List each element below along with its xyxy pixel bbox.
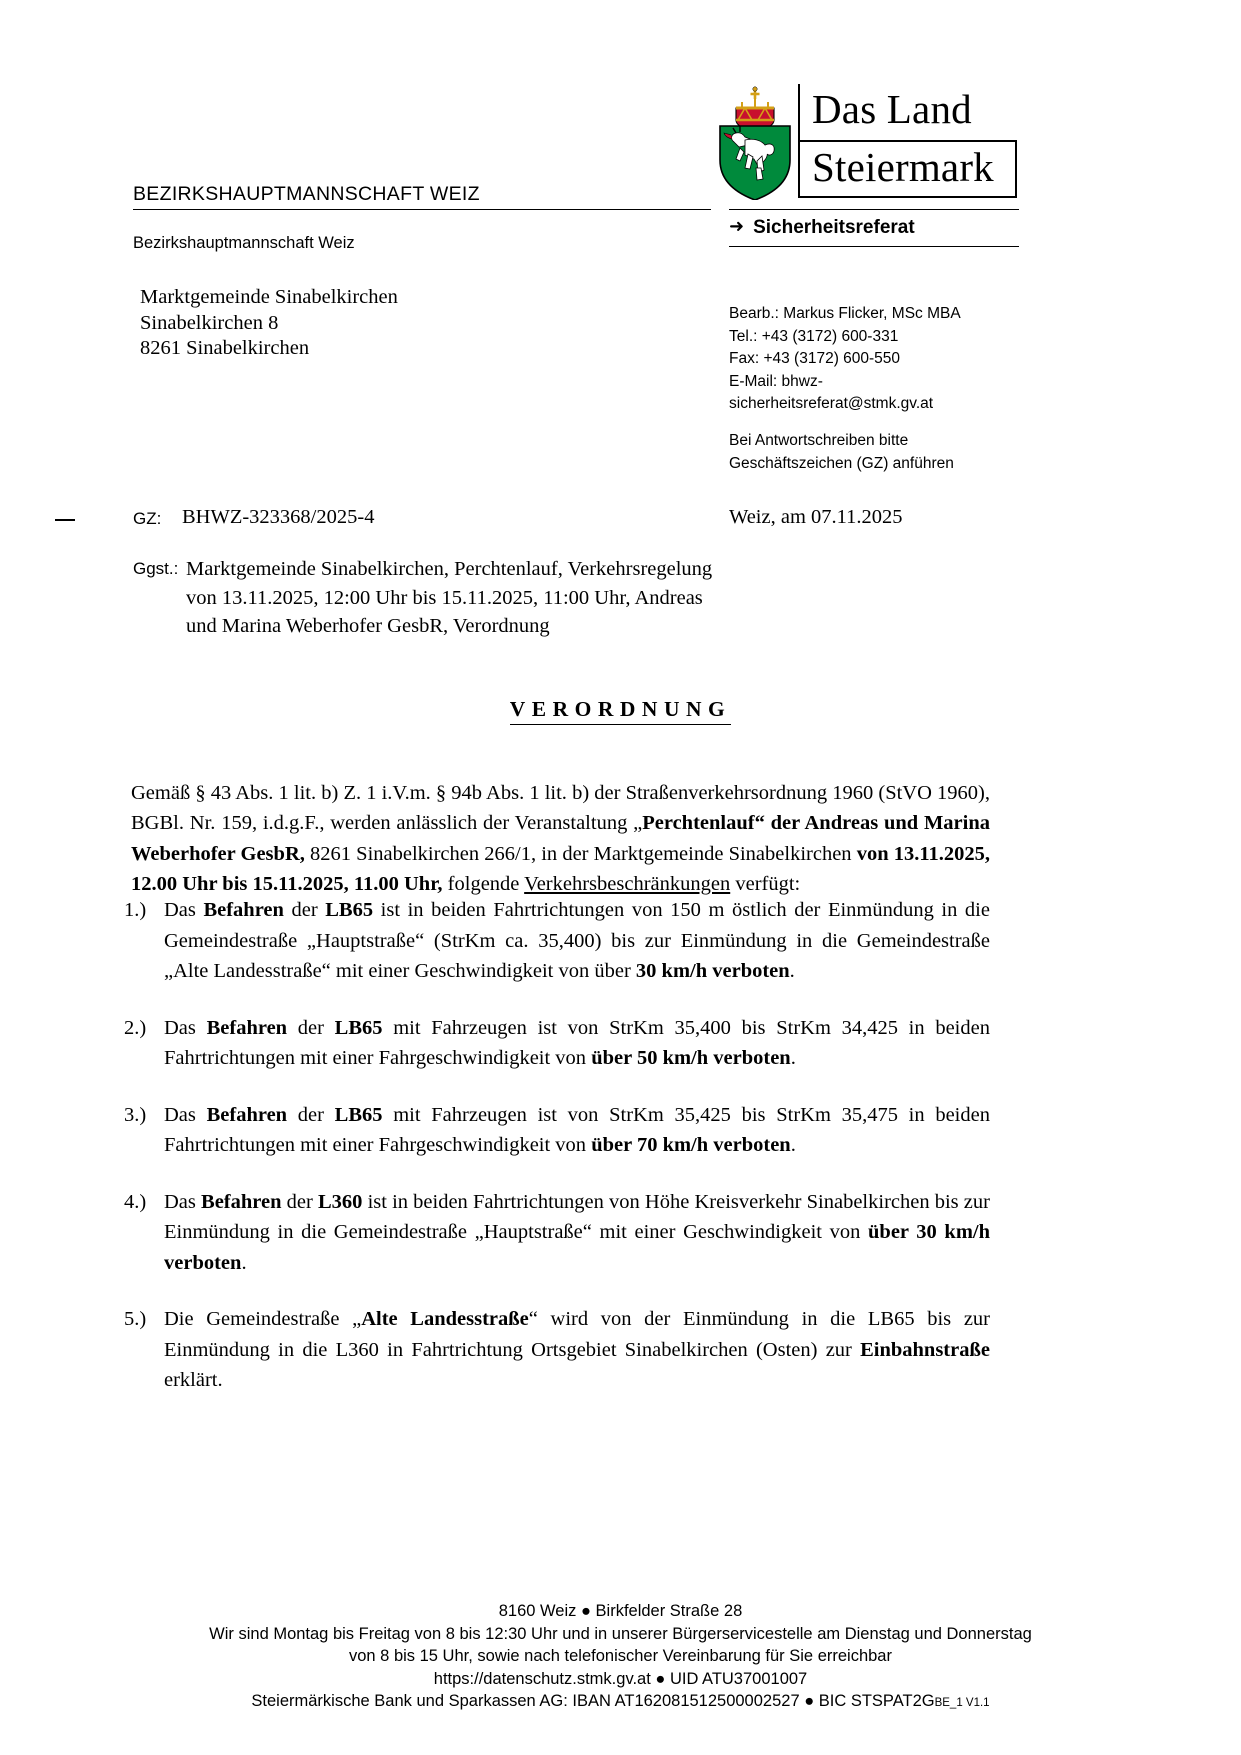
wordmark [798, 84, 1017, 198]
page-footer [0, 1600, 1241, 1715]
item-seg-1: Das [164, 1190, 202, 1213]
item-seg-4: . [790, 1134, 796, 1156]
item-bold-3: über 70 km/h verboten [591, 1134, 791, 1156]
footer-bank-text: Steiermärkische Bank und Sparkassen AG: IBAN AT162081512500002527 ● BIC STSPAT2G [251, 1692, 935, 1710]
document-title-text: VERORDNUNG [510, 697, 731, 725]
item-bold-1: Befahren [201, 1190, 282, 1213]
item-seg-1: Die Gemeindestraße „ [164, 1308, 362, 1330]
item-bold-3: über 30 km/h verboten [164, 1221, 990, 1274]
footer-version-code: BE_1 V1.1 [934, 1697, 990, 1709]
intro-paragraph [131, 778, 990, 900]
contact-email-label: E-Mail: bhwz- [729, 372, 823, 390]
item-bold-1: Befahren [206, 1016, 288, 1039]
recipient-address [140, 285, 398, 362]
department-label: Sicherheitsreferat [753, 217, 915, 238]
sender-line: Bezirkshauptmannschaft Weiz [133, 234, 355, 252]
item-bold-2: LB65 [325, 899, 374, 921]
item-number: 3.) [124, 1103, 147, 1126]
wordmark-line-2: Steiermark [798, 140, 1017, 198]
contact-fax: Fax: +43 (3172) 600-550 [729, 350, 901, 367]
item-seg-2: der [283, 899, 326, 921]
recipient-line-3: 8261 Sinabelkirchen [140, 337, 310, 359]
item-bold-2: LB65 [334, 1103, 383, 1126]
subject-label: Ggst.: [133, 559, 179, 578]
authority-title: BEZIRKSHAUPTMANNSCHAFT WEIZ [133, 183, 480, 205]
place-date: Weiz, am 07.11.2025 [729, 506, 903, 528]
item-seg-2: der [287, 1016, 335, 1039]
item-number: 4.) [124, 1190, 147, 1213]
item-seg-2: der [287, 1103, 335, 1126]
item-seg-1: Das [164, 899, 204, 921]
contact-tel: Tel.: +43 (3172) 600-331 [729, 327, 899, 345]
item-seg-3: ist in beiden Fahrtrichtungen von Höhe Kreisverkehr Sinabelkirchen bis zur Einmündung in die Gemeindestraße „Hauptstraße“ mit einer Geschwindigkeit von [164, 1190, 990, 1243]
intro-underline-1: Verkehrsbeschränkungen [524, 873, 731, 895]
footer-line-3: von 8 bis 15 Uhr, sowie nach telefonischer Vereinbarung für Sie erreichbar [349, 1647, 892, 1665]
item-text [164, 1304, 990, 1396]
wordmark-line-1: Das Land [798, 84, 1017, 140]
land-steiermark-logo [712, 82, 1017, 202]
item-seg-4: . [241, 1251, 247, 1274]
item-seg-2: “ wird von der Einmündung in die LB65 bis zur Einmündung in die L360 in Fahrtrichtung Ortsgebiet Sinabelkirchen (Osten) zur [164, 1308, 990, 1361]
contact-email-value: sicherheitsreferat@stmk.gv.at [729, 395, 934, 412]
item-seg-3: mit Fahrzeugen ist von StrKm 35,425 bis StrKm 35,475 in beiden Fahrtrichtungen mit einer Fahrgeschwindigkeit von [164, 1103, 990, 1156]
department-heading [729, 217, 915, 239]
list-item [124, 1100, 990, 1161]
document-title [0, 697, 1241, 722]
recipient-line-2: Sinabelkirchen 8 [140, 311, 279, 334]
list-item [124, 1187, 990, 1279]
intro-text-2: 8261 Sinabelkirchen 266/1, in der Marktgemeinde Sinabelkirchen [304, 842, 857, 865]
item-text [164, 1100, 990, 1161]
item-number: 2.) [124, 1016, 147, 1039]
subject-line-2: von 13.11.2025, 12:00 Uhr bis 15.11.2025, 11:00 Uhr, Andreas [186, 586, 703, 609]
intro-text-1: Gemäß § 43 Abs. 1 lit. b) Z. 1 i.V.m. § 94b Abs. 1 lit. b) der Straßenverkehrsordnung 1960 (StVO 1960), BGBl. Nr. 159, i.d.g.F., werden anlässlich der Veranstaltung „ [131, 781, 990, 834]
footer-line-4: https://datenschutz.stmk.gv.at ● UID ATU37001007 [433, 1669, 808, 1688]
item-seg-4: . [789, 960, 795, 982]
item-seg-4: . [790, 1047, 796, 1069]
reply-note [729, 430, 1029, 475]
margin-mark [55, 519, 75, 521]
item-bold-2: LB65 [334, 1016, 383, 1039]
item-number: 1.) [124, 899, 147, 921]
reply-note-line-2: Geschäftszeichen (GZ) anführen [729, 454, 954, 472]
gz-label: GZ: [133, 509, 162, 528]
item-seg-3: mit Fahrzeugen ist von StrKm 35,400 bis StrKm 34,425 in beiden Fahrtrichtungen mit einer Fahrgeschwindigkeit von [164, 1016, 990, 1069]
contact-block [729, 303, 1019, 416]
item-bold-3: 30 km/h verboten [635, 960, 790, 982]
contact-clerk: Bearb.: Markus Flicker, MSc MBA [729, 305, 961, 322]
item-text [164, 1187, 990, 1279]
list-item [124, 895, 990, 987]
item-seg-3: ist in beiden Fahrtrichtungen von 150 m östlich der Einmündung in die Gemeindestraße „Hauptstraße“ (StrKm ca. 35,400) bis zur Einmündung in die Gemeindestraße „Alte Landesstraße“ mit einer Geschwindigkeit von über [164, 899, 990, 982]
subject-body [186, 555, 746, 641]
arrow-right-icon: ➜ [729, 216, 745, 236]
item-bold-1: Befahren [203, 899, 284, 921]
gz-value: BHWZ-323368/2025-4 [182, 506, 375, 528]
item-bold-2: L360 [317, 1190, 363, 1213]
intro-text-4: verfügt: [730, 873, 801, 895]
department-rule [729, 246, 1019, 247]
footer-line-2: Wir sind Montag bis Freitag von 8 bis 12:30 Uhr und in unserer Bürgerservicestelle am Dienstag und Donnerstag [209, 1624, 1032, 1643]
styria-coat-of-arms-icon [712, 82, 798, 200]
intro-bold-1: Perchtenlauf“ der Andreas und Marina Weberhofer GesbR, [131, 812, 991, 865]
header-rule-left [133, 209, 711, 210]
item-bold-1: Befahren [206, 1103, 288, 1126]
item-number: 5.) [124, 1308, 147, 1330]
item-seg-3: erklärt. [164, 1369, 223, 1391]
item-bold-2: Einbahnstraße [860, 1338, 990, 1361]
item-seg-1: Das [164, 1103, 207, 1126]
item-text [164, 1013, 990, 1074]
subject-line-3: und Marina Weberhofer GesbR, Verordnung [186, 615, 550, 637]
list-item [124, 1304, 990, 1396]
intro-text-3: folgende [442, 873, 525, 895]
regulation-items-list [124, 895, 990, 1422]
item-text [164, 895, 990, 987]
intro-bold-2: von 13.11.2025, 12.00 Uhr bis 15.11.2025, 11.00 Uhr, [131, 842, 990, 895]
item-bold-1: Alte Landesstraße [361, 1308, 529, 1330]
footer-line-1: 8160 Weiz ● Birkfelder Straße 28 [498, 1602, 743, 1620]
item-bold-3: über 50 km/h verboten [591, 1047, 791, 1069]
item-seg-1: Das [164, 1016, 207, 1039]
subject-line-1: Marktgemeinde Sinabelkirchen, Perchtenlauf, Verkehrsregelung [186, 558, 713, 580]
footer-line-5 [0, 1690, 1241, 1715]
reply-note-line-1: Bei Antwortschreiben bitte [729, 432, 909, 449]
recipient-line-1: Marktgemeinde Sinabelkirchen [140, 286, 398, 308]
item-seg-2: der [281, 1190, 318, 1213]
header-rule-right [729, 209, 1019, 210]
list-item [124, 1013, 990, 1074]
